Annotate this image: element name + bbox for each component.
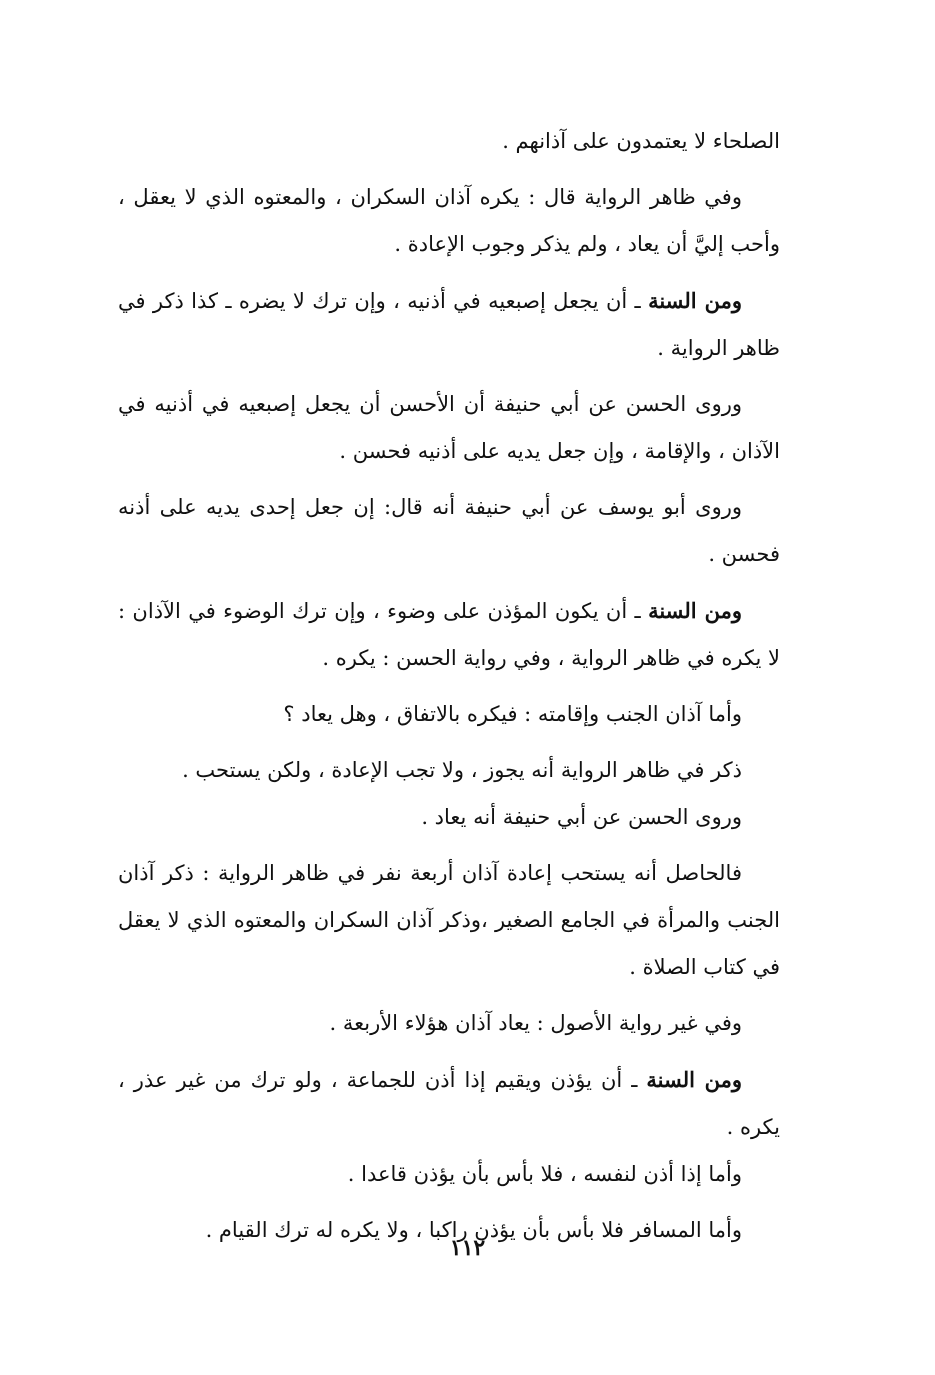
paragraph: [118, 484, 780, 578]
paragraph-text: وروى أبو يوسف عن أبي حنيفة أنه قال: إن جعل إحدى يديه على أذنه فحسن .: [118, 495, 780, 566]
paragraph-text: ذكر في ظاهر الرواية أنه يجوز ، ولا تجب الإعادة ، ولكن يستحب .: [182, 758, 742, 782]
paragraph-text: وروى الحسن عن أبي حنيفة أن الأحسن أن يجعل إصبعيه في أذنيه في الآذان ، والإقامة ، وإن جعل يديه على أذنيه فحسن .: [118, 392, 780, 463]
paragraph-text: ـ أن يكون المؤذن على وضوء ، وإن ترك الوضوء في الآذان : لا يكره في ظاهر الرواية ، وفي رواية الحسن : يكره .: [118, 599, 780, 670]
paragraph-text: وفي ظاهر الرواية قال : يكره آذان السكران ، والمعتوه الذي لا يعقل ، وأحب إليَّ أن يعاد ، ولم يذكر وجوب الإعادة .: [118, 185, 780, 256]
paragraph: [118, 118, 780, 165]
paragraph-text: ـ أن يجعل إصبعيه في أذنيه ، وإن ترك لا يضره ـ كذا ذكر في ظاهر الرواية .: [118, 289, 780, 360]
paragraph-text: وفي غير رواية الأصول : يعاد آذان هؤلاء الأربعة .: [329, 1011, 742, 1035]
paragraph-lead: ومن السنة: [646, 1067, 742, 1092]
paragraph-text: وأما المسافر فلا بأس بأن يؤذن راكبا ، ولا يكره له ترك القيام .: [205, 1218, 742, 1242]
paragraph-text: وأما إذا أذن لنفسه ، فلا بأس بأن يؤذن قاعدا .: [347, 1162, 742, 1186]
paragraph: [118, 1056, 780, 1151]
paragraph: [118, 277, 780, 372]
paragraph: [118, 174, 780, 268]
paragraph: [118, 1151, 780, 1198]
paragraph-text: ـ أن يؤذن ويقيم إذا أذن للجماعة ، ولو ترك من غير عذر ، يكره .: [118, 1068, 780, 1139]
paragraph-text: الصلحاء لا يعتمدون على آذانهم .: [502, 129, 780, 153]
paragraph: [118, 747, 780, 794]
paragraph: [118, 1000, 780, 1047]
paragraph: [118, 381, 780, 475]
paragraph: [118, 587, 780, 682]
paragraph-text: فالحاصل أنه يستحب إعادة آذان أربعة نفر في ظاهر الرواية : ذكر آذان الجنب والمرأة في الجامع الصغير ،وذكر آذان السكران والمعتوه الذي لا يعقل في كتاب الصلاة .: [118, 861, 780, 979]
page-number: ١١٢: [449, 1235, 486, 1261]
paragraph-lead: ومن السنة: [648, 598, 742, 623]
paragraph-lead: ومن السنة: [648, 288, 742, 313]
body-text: [118, 118, 780, 1263]
paragraph: [118, 691, 780, 738]
paragraph: [118, 850, 780, 991]
paragraph-text: وأما آذان الجنب وإقامته : فيكره بالاتفاق ، وهل يعاد ؟: [283, 702, 742, 726]
paragraph: [118, 794, 780, 841]
paragraph-text: وروى الحسن عن أبي حنيفة أنه يعاد .: [421, 805, 742, 829]
